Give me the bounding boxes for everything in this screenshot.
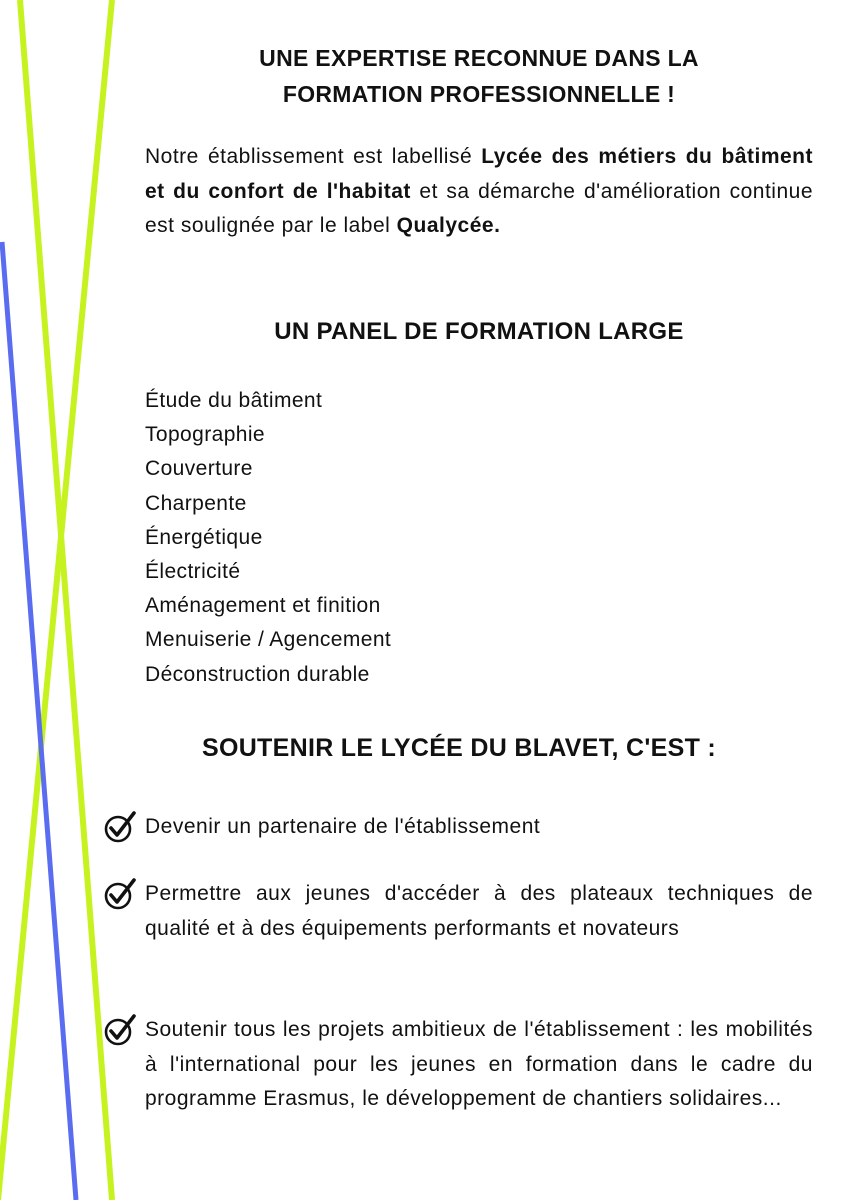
panel-heading: UN PANEL DE FORMATION LARGE	[274, 318, 684, 345]
formation-item: Menuiserie / Agencement	[145, 628, 392, 652]
expertise-paragraph	[145, 140, 813, 244]
lime-stripe-left	[20, 0, 112, 1200]
check-circle-icon	[103, 877, 137, 911]
label-lycee-des-metiers: Lycée des métiers du bâtiment et du confort de l'habitat	[145, 145, 813, 203]
soutenir-heading: SOUTENIR LE LYCÉE DU BLAVET, C'EST :	[201, 734, 717, 762]
formation-item: Aménagement et finition	[145, 594, 381, 618]
formation-item: Étude du bâtiment	[145, 389, 323, 412]
expertise-heading-line2: FORMATION PROFESSIONNELLE !	[282, 81, 676, 107]
soutenir-item-text: Permettre aux jeunes d'accéder à des plateaux techniques de qualité et à des équipements performants et novateurs	[145, 882, 813, 940]
formation-item: Électricité	[145, 560, 241, 584]
soutenir-item-text: Soutenir tous les projets ambitieux de l'établissement : les mobilités à l'international pour les jeunes en formation dans le cadre du programme Erasmus, le développement de chantiers solidaires...	[145, 1018, 813, 1110]
soutenir-item-text: Devenir un partenaire de l'établissement	[145, 815, 541, 838]
check-circle-icon	[103, 810, 137, 844]
formation-item: Déconstruction durable	[145, 662, 370, 686]
expertise-text-2: et sa démarche d'amélioration continue est soulignée par le label	[145, 179, 813, 237]
expertise-heading-line1: UNE EXPERTISE RECONNUE DANS LA	[259, 45, 699, 71]
expertise-text-1: Notre établissement est labellisé	[145, 145, 482, 168]
soutenir-item	[145, 1013, 813, 1117]
expertise-heading	[125, 40, 833, 112]
formation-item: Charpente	[145, 491, 247, 515]
soutenir-item	[145, 877, 813, 946]
formation-item: Topographie	[145, 423, 265, 447]
soutenir-item	[145, 810, 813, 845]
formation-item: Couverture	[145, 457, 253, 481]
formation-list	[145, 384, 391, 692]
label-qualycee: Qualycée.	[396, 214, 501, 237]
formation-item: Énergétique	[145, 525, 263, 549]
check-circle-icon	[103, 1013, 137, 1047]
